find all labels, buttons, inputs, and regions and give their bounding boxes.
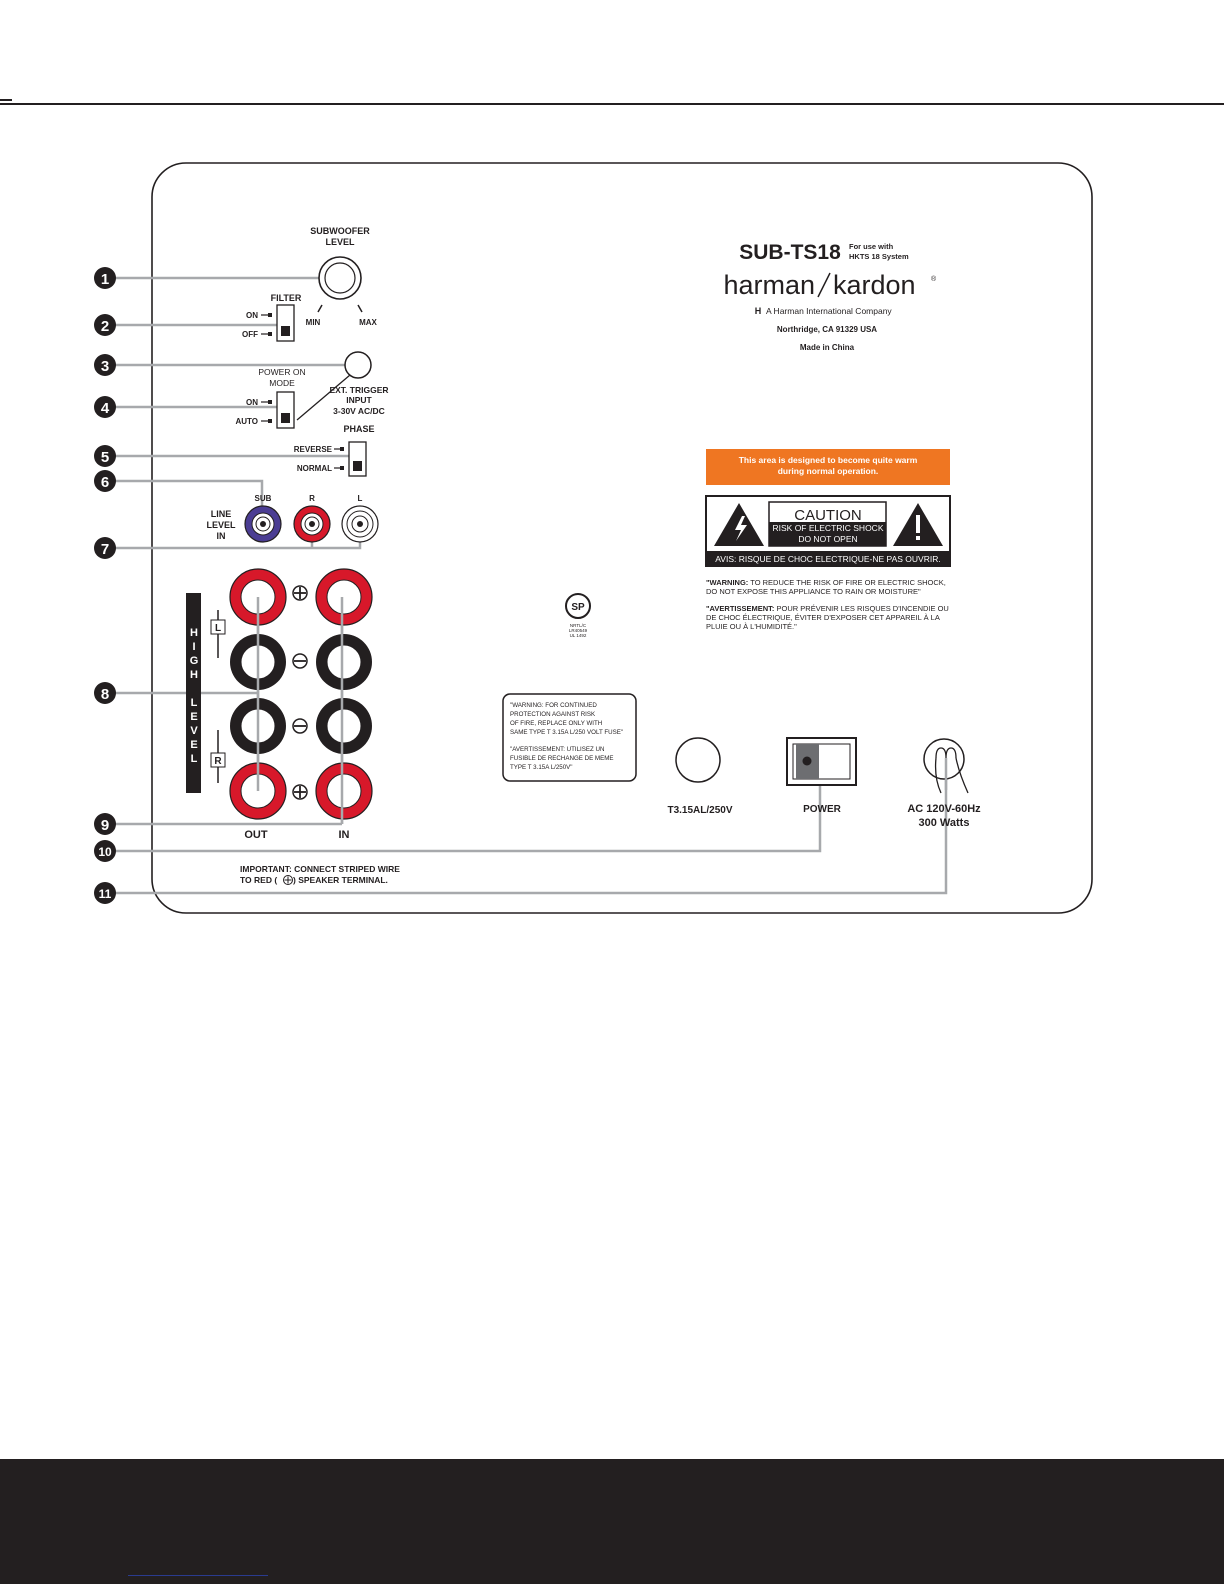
r-rca-jack[interactable]	[294, 506, 330, 542]
warning-fr-line-2: DE CHOC ÉLECTRIQUE, ÉVITER D'EXPOSER CET APPAREIL À LA	[706, 613, 940, 622]
line-level-label-2: LEVEL	[206, 520, 236, 530]
fuse-holder[interactable]	[676, 738, 720, 782]
warm-label-line-1: This area is designed to become quite warm	[738, 455, 918, 465]
callout-11	[94, 882, 116, 904]
svg-text:H: H	[190, 669, 198, 681]
left-channel-label: L	[214, 623, 222, 634]
svg-text:TYPE T 3.15A L/250V": TYPE T 3.15A L/250V"	[510, 764, 573, 771]
power-on-mode-label-1: POWER ON	[258, 367, 306, 377]
svg-text:PROTECTION AGAINST RISK: PROTECTION AGAINST RISK	[510, 711, 596, 718]
in-right-positive-terminal[interactable]	[316, 763, 372, 819]
subwoofer-level-knob[interactable]	[319, 257, 361, 299]
registered-mark: ®	[931, 276, 937, 283]
svg-text:L: L	[190, 753, 198, 765]
ac-label-line-2: 300 Watts	[918, 817, 970, 829]
svg-text:"WARNING: FOR CONTINUED: "WARNING: FOR CONTINUED	[510, 702, 597, 709]
filter-label: FILTER	[270, 293, 302, 303]
min-label: MIN	[305, 318, 321, 327]
plus-icon	[293, 785, 307, 799]
svg-text:NRTL/C: NRTL/C	[569, 623, 587, 628]
svg-text:H: H	[190, 627, 198, 639]
svg-text:G: G	[189, 655, 199, 667]
caution-avis: AVIS: RISQUE DE CHOC ELECTRIQUE-NE PAS OUVRIR.	[715, 554, 941, 564]
phase-reverse-mark	[340, 447, 344, 451]
model-name: SUB-TS18	[739, 241, 841, 264]
plus-icon	[284, 876, 293, 885]
phase-label: PHASE	[343, 424, 375, 434]
right-channel-label: R	[214, 756, 222, 767]
svg-text:UL 1492: UL 1492	[569, 633, 587, 638]
svg-text:9: 9	[100, 817, 110, 834]
callout-3	[94, 354, 116, 376]
phase-normal-mark	[340, 466, 344, 470]
filter-on-label: ON	[246, 311, 258, 320]
svg-text:6: 6	[100, 474, 110, 491]
svg-text:E: E	[190, 711, 198, 723]
filter-off-mark	[268, 332, 272, 336]
svg-text:8: 8	[100, 686, 110, 703]
svg-text:V: V	[190, 725, 198, 737]
svg-text:3: 3	[100, 358, 110, 375]
line-level-label-1: LINE	[210, 509, 232, 519]
callout-2	[94, 314, 116, 336]
callout-9	[94, 813, 116, 835]
sub-rca-jack[interactable]	[245, 506, 281, 542]
fuse-label: T3.15AL/250V	[667, 805, 733, 816]
svg-text:1: 1	[100, 271, 110, 288]
svg-text:LR40549: LR40549	[568, 628, 588, 633]
filter-off-label: OFF	[242, 330, 258, 339]
warm-label-line-2: during normal operation.	[777, 466, 879, 476]
minus-icon	[293, 654, 307, 668]
svg-text:11: 11	[98, 887, 112, 901]
ac-label-line-1: AC 120V-60Hz	[907, 803, 981, 815]
in-left-positive-terminal[interactable]	[316, 569, 372, 625]
warning-fr-line-1: "AVERTISSEMENT: POUR PRÉVENIR LES RISQUES D'INCENDIE OU	[706, 604, 949, 613]
svg-text:L: L	[190, 697, 198, 709]
svg-text:E: E	[190, 739, 198, 751]
warning-en-line-1: "WARNING: TO REDUCE THE RISK OF FIRE OR ELECTRIC SHOCK,	[706, 578, 946, 587]
ext-trigger-label-3: 3-30V AC/DC	[333, 406, 385, 416]
subwoofer-level-label-2: LEVEL	[325, 237, 355, 247]
line-level-label-3: IN	[216, 531, 226, 541]
svg-text:"AVERTISSEMENT: UTILISEZ UN: "AVERTISSEMENT: UTILISEZ UN	[510, 746, 605, 753]
out-label: OUT	[244, 829, 268, 841]
ext-trigger-label-1: EXT. TRIGGER	[329, 385, 389, 395]
minus-icon	[293, 719, 307, 733]
callout-6	[94, 470, 116, 492]
notice-line-1: IMPORTANT: CONNECT STRIPED WIRE	[240, 864, 400, 874]
power-auto-mark	[268, 419, 272, 423]
power-on-mode-switch[interactable]	[277, 392, 294, 428]
l-jack-label: L	[357, 494, 363, 503]
caution-title: CAUTION	[794, 507, 862, 524]
callout-7	[94, 537, 116, 559]
address: Northridge, CA 91329 USA	[776, 325, 878, 334]
ext-trigger-jack[interactable]	[345, 352, 371, 378]
svg-text:2: 2	[100, 318, 110, 335]
warning-en-line-2: DO NOT EXPOSE THIS APPLIANCE TO RAIN OR MOISTURE"	[706, 587, 921, 596]
phase-reverse-label: REVERSE	[293, 445, 332, 454]
ext-trigger-label-2: INPUT	[346, 395, 372, 405]
plus-icon	[293, 586, 307, 600]
power-label: POWER	[803, 804, 841, 815]
power-on-mode-label-2: MODE	[269, 378, 295, 388]
phase-normal-label: NORMAL	[296, 464, 332, 473]
callout-4	[94, 396, 116, 418]
caution-line-2: DO NOT OPEN	[798, 534, 858, 544]
warning-fr-line-3: PLUIE OU À L'HUMIDITÉ."	[706, 622, 797, 631]
page-footer	[0, 1459, 1224, 1584]
notice-line-2-end: ) SPEAKER TERMINAL.	[293, 875, 388, 885]
power-on-label: ON	[246, 398, 258, 407]
phase-switch[interactable]	[349, 442, 366, 476]
callout-1	[94, 267, 116, 289]
brand-logo-left: harman	[723, 270, 815, 300]
company-mark: H	[754, 306, 762, 316]
r-jack-label: R	[309, 494, 315, 503]
power-on-mark	[268, 400, 272, 404]
notice-line-2-start: TO RED (	[240, 875, 278, 885]
filter-switch[interactable]	[277, 305, 294, 341]
svg-text:10: 10	[98, 845, 112, 859]
origin: Made in China	[799, 343, 855, 352]
model-use-line-2: HKTS 18 System	[849, 252, 909, 261]
svg-text:4: 4	[100, 400, 110, 417]
svg-text:FUSIBLE DE RECHANGE DE MEME: FUSIBLE DE RECHANGE DE MEME	[510, 755, 614, 762]
brand-logo-right: kardon	[833, 270, 916, 300]
callout-8	[94, 682, 116, 704]
callout-5	[94, 445, 116, 467]
footer-link-underline	[128, 1575, 268, 1576]
model-use-line-1: For use with	[849, 242, 894, 251]
max-label: MAX	[359, 318, 377, 327]
svg-text:SP: SP	[571, 602, 585, 613]
caution-line-1: RISK OF ELECTRIC SHOCK	[772, 523, 884, 533]
svg-text:I: I	[192, 641, 196, 653]
in-left-negative-terminal[interactable]	[316, 634, 372, 690]
l-rca-jack[interactable]	[342, 506, 378, 542]
svg-text:5: 5	[100, 449, 110, 466]
sub-jack-label: SUB	[254, 494, 272, 503]
callout-10	[94, 840, 116, 862]
power-auto-label: AUTO	[235, 417, 258, 426]
in-right-negative-terminal[interactable]	[316, 698, 372, 754]
company-text: A Harman International Company	[766, 306, 892, 316]
power-switch[interactable]	[787, 738, 856, 785]
subwoofer-level-label-1: SUBWOOFER	[310, 226, 370, 236]
in-label: IN	[338, 829, 350, 841]
svg-text:SAME TYPE T 3.15A L/250 VOLT: SAME TYPE T 3.15A L/250 VOLT FUSE"	[510, 729, 624, 736]
svg-text:7: 7	[100, 541, 110, 558]
svg-text:OF FIRE, REPLACE ONLY WITH: OF FIRE, REPLACE ONLY WITH	[510, 720, 603, 727]
filter-on-mark	[268, 313, 272, 317]
